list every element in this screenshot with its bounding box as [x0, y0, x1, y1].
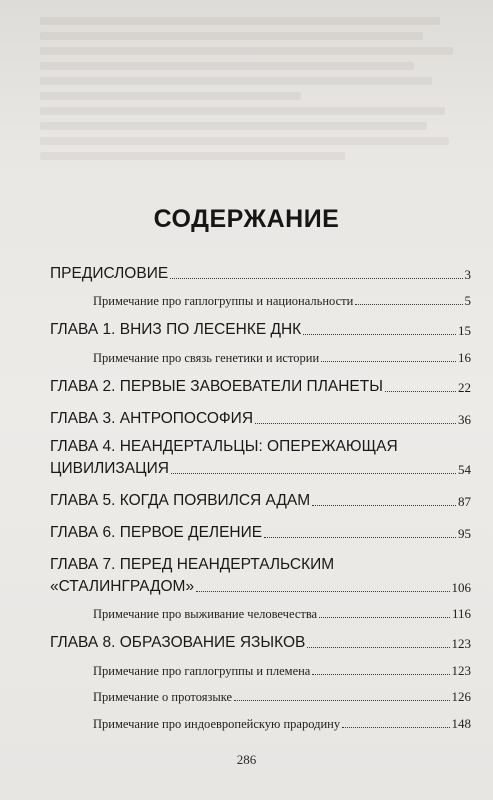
toc-entry-page: 116 [451, 606, 471, 621]
toc-entry-title: Примечание о протоязыке [93, 690, 233, 704]
toc-entry-chapter-8[interactable] [50, 634, 471, 652]
toc-entry-title: Примечание про гаплогруппы и национальности [93, 294, 354, 308]
leader-dots [264, 537, 456, 538]
leader-dots [385, 391, 456, 392]
toc-entry-title: ГЛАВА 3. АНТРОПОСОФИЯ [50, 410, 254, 427]
toc-entry-chapter-4-line1[interactable]: ГЛАВА 4. НЕАНДЕРТАЛЬЦЫ: ОПЕРЕЖАЮЩАЯ [50, 438, 398, 455]
leader-dots [255, 423, 456, 424]
toc-entry-page: 95 [458, 526, 471, 541]
leader-dots [307, 647, 449, 648]
leader-dots [321, 361, 456, 362]
leader-dots [355, 304, 462, 305]
toc-entry-page: 15 [458, 323, 471, 338]
toc-entry-chapter-3[interactable] [50, 410, 471, 428]
toc-note-tribes[interactable] [93, 663, 471, 679]
toc-entry-page: 123 [451, 663, 471, 678]
toc-entry-page: 148 [451, 716, 471, 731]
toc-entry-chapter-2[interactable] [50, 378, 471, 396]
toc-entry-title: ГЛАВА 1. ВНИЗ ПО ЛЕСЕНКЕ ДНК [50, 321, 302, 338]
leader-dots [234, 700, 449, 701]
toc-entry-page: 126 [451, 689, 471, 704]
toc-entry-page: 3 [464, 267, 471, 282]
toc-entry-title: Примечание про связь генетики и истории [93, 351, 320, 365]
toc-entry-title: ГЛАВА 5. КОГДА ПОЯВИЛСЯ АДАМ [50, 492, 311, 509]
leader-dots [196, 591, 449, 592]
toc-entry-chapter-7-line1[interactable]: ГЛАВА 7. ПЕРЕД НЕАНДЕРТАЛЬСКИМ [50, 556, 335, 573]
toc-entry-chapter-5[interactable] [50, 492, 471, 510]
leader-dots [170, 278, 462, 279]
toc-entry-title: ПРЕДИСЛОВИЕ [50, 265, 169, 282]
toc-entry-chapter-6[interactable] [50, 524, 471, 542]
toc-entry-title: Примечание про индоевропейскую прародину [93, 717, 341, 731]
toc-entry-chapter-1[interactable] [50, 321, 471, 339]
toc-entry-page: 123 [451, 636, 471, 651]
toc-entry-page: 5 [464, 293, 471, 308]
toc-note-indo-european-homeland[interactable] [93, 716, 471, 732]
toc-entry-chapter-7[interactable] [50, 578, 471, 596]
leader-dots [171, 473, 456, 474]
toc-entry-page: 36 [458, 412, 471, 427]
toc-entry-chapter-4[interactable] [50, 460, 471, 478]
toc-entry-page: 87 [458, 494, 471, 509]
show-through-text [40, 10, 475, 175]
toc-entry-page: 54 [458, 462, 471, 477]
leader-dots [319, 617, 450, 618]
toc-entry-title: ГЛАВА 8. ОБРАЗОВАНИЕ ЯЗЫКОВ [50, 634, 306, 651]
page-number: 286 [236, 752, 257, 767]
leader-dots [303, 334, 456, 335]
toc-note-genetics-history[interactable] [93, 350, 471, 366]
leader-dots [342, 727, 449, 728]
toc-note-survival[interactable] [93, 606, 471, 622]
toc-entry-page: 16 [458, 350, 471, 365]
page-title: СОДЕРЖАНИЕ [153, 205, 340, 233]
toc-entry-title: ГЛАВА 6. ПЕРВОЕ ДЕЛЕНИЕ [50, 524, 263, 541]
toc-entry-title: Примечание про гаплогруппы и племена [93, 664, 311, 678]
toc-entry-preface[interactable] [50, 265, 471, 283]
toc-entry-title: ГЛАВА 2. ПЕРВЫЕ ЗАВОЕВАТЕЛИ ПЛАНЕТЫ [50, 378, 383, 395]
toc-entry-title: ЦИВИЛИЗАЦИЯ [50, 460, 169, 477]
toc-note-haplogroups-nationalities[interactable] [93, 293, 471, 309]
toc-entry-title: Примечание про выживание человечества [93, 607, 318, 621]
leader-dots [312, 505, 456, 506]
leader-dots [312, 674, 449, 675]
toc-note-protolanguage[interactable] [93, 689, 471, 705]
toc-entry-title: «СТАЛИНГРАДОМ» [50, 578, 195, 595]
toc-entry-page: 22 [458, 380, 471, 395]
toc-entry-page: 106 [451, 580, 471, 595]
